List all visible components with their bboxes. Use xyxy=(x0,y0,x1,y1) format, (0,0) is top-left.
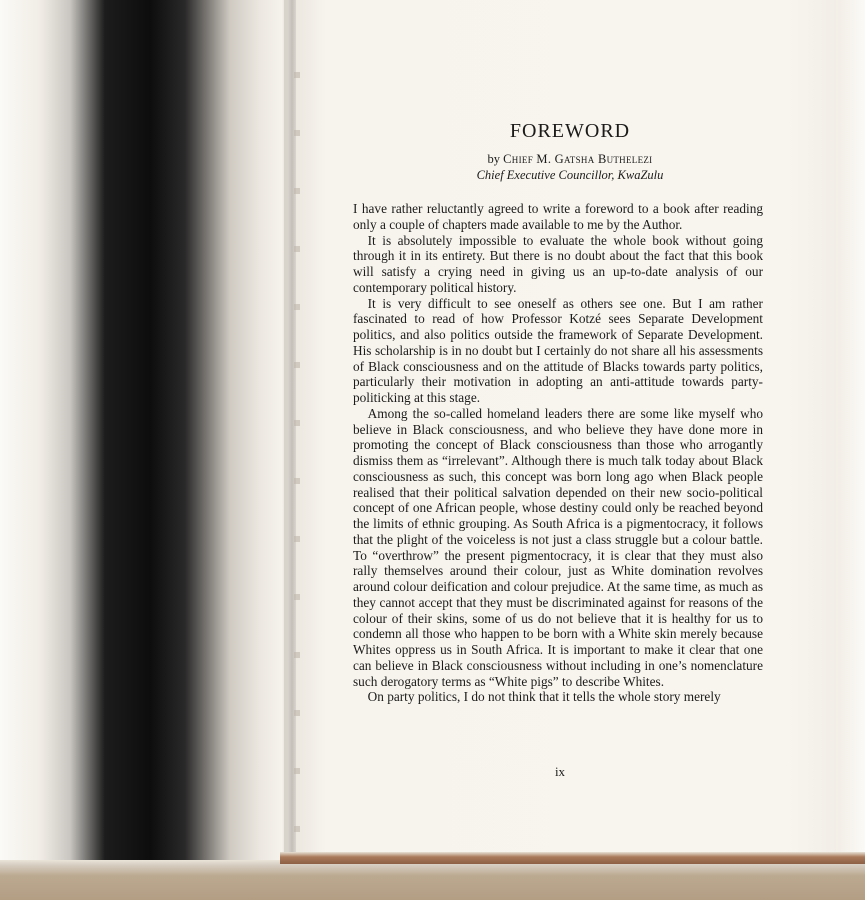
byline-author: Chief M. Gatsha Buthelezi xyxy=(503,152,653,166)
paragraph: On party politics, I do not think that it tells the whole story merely xyxy=(367,689,721,705)
byline xyxy=(400,151,740,183)
byline-role: Chief Executive Councillor, KwaZulu xyxy=(476,168,664,182)
paragraph: Among the so-called homeland leaders there are some like myself who believe in Black consciousness, and who believe they have done more in promoting the concept of Black consciousness than those who arrogantly dismiss them as “irrelevant”. Although there is much talk today about Black consciousness as such, this concept was born long ago when Black people realised that their political salvation depended on their new socio-political concept of one African people, whose destiny could only be reached beyond the limits of ethnic grouping. As South Africa is a pigmentocracy, it follows that the plight of the voiceless is not just a class struggle but a colour battle. To “overthrow” the present pigmentocracy, it is clear that they must also rally themselves around their colour, just as White domination revolves around colour deification and colour prejudice. At the same time, as much as they cannot accept that they must be discriminated against for reasons of the colour of their skins, some of us do not believe that it is healthy for us to condemn all those who happen to be born with a White skin merely because Whites oppress us in South Africa. It is important to make it clear that one can believe in Black consciousness without including in one’s nomenclature such derogatory terms as “White pigs” to describe Whites. xyxy=(353,405,763,689)
byline-prefix: by xyxy=(487,152,501,166)
page-gutter-fold xyxy=(284,0,288,860)
paragraph: I have rather reluctantly agreed to write a foreword to a book after reading only a couple of chapters made available to me by the Author. xyxy=(353,201,763,232)
scanner-bed-edge xyxy=(0,860,865,900)
page-number: ix xyxy=(554,764,566,779)
page-title: FOREWORD xyxy=(509,120,631,142)
foreword-body xyxy=(353,201,763,705)
paragraph: It is absolutely impossible to evaluate the whole book without going through it in its entirety. But there is no doubt about the fact that this book will satisfy a crying need in giving us an up-to-date analysis of our contemporary political history. xyxy=(353,232,763,295)
binding-stitches xyxy=(294,20,300,850)
paragraph: It is very difficult to see oneself as others see one. But I am rather fascinated to read of how Professor Kotzé sees Separate Development politics, and also politics outside the framework of Separate Development. His scholarship is in no doubt but I certainly do not share all his assessments of Black consciousness and on the attitude of Blacks towards party politics, particularly their motivation in adopting an anti-attitude towards party-politicking at this stage. xyxy=(353,295,763,405)
byline-author-line xyxy=(400,151,740,167)
book-cover-edge xyxy=(280,852,865,864)
